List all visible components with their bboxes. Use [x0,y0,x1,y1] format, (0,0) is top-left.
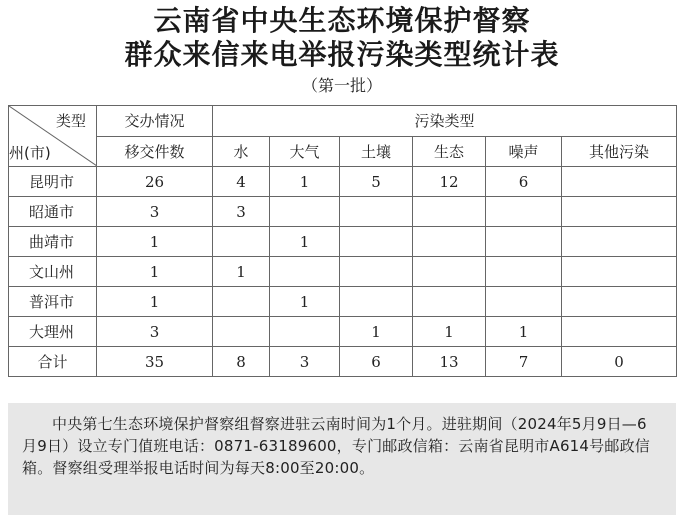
table-cell [486,227,562,257]
table-cell [340,227,413,257]
table-cell: 3 [97,317,213,347]
table-cell: 1 [270,227,340,257]
table-cell [562,317,677,347]
table-cell: 3 [213,197,270,227]
group-header-pollution: 污染类型 [213,106,677,137]
table-cell: 26 [97,167,213,197]
column-header: 大气 [270,136,340,167]
row-label: 合计 [9,347,97,377]
table-cell: 1 [213,257,270,287]
table-cell: 1 [413,317,486,347]
table-cell: 6 [340,347,413,377]
table-cell [270,317,340,347]
column-header: 移交件数 [97,136,213,167]
table-cell [340,197,413,227]
table-row [9,227,677,257]
notice-text: 中央第七生态环境保护督察组督察进驻云南时间为1个月。进驻期间（2024年5月9日—6月9日）设立专门值班电话：0871-63189600，专门邮政信箱：云南省昆明市A614号邮政信箱。督察组受理举报电话时间为每天8:00至20:00。 [22,415,650,477]
table-cell [213,287,270,317]
row-label: 大理州 [9,317,97,347]
batch-subtitle: （第一批） [301,76,382,95]
table-cell [486,197,562,227]
table-cell: 5 [340,167,413,197]
group-header-handling: 交办情况 [97,106,213,137]
table-cell: 1 [97,257,213,287]
corner-label-type: 类型 [55,112,86,130]
column-header: 水 [213,136,270,167]
table-cell [270,257,340,287]
table-cell [213,227,270,257]
corner-header [9,106,97,167]
table-cell [562,167,677,197]
column-header: 土壤 [340,136,413,167]
table-cell: 35 [97,347,213,377]
row-label: 普洱市 [9,287,97,317]
table-row [9,287,677,317]
table-cell: 8 [213,347,270,377]
statistics-table [8,105,677,377]
table-row [9,167,677,197]
row-label: 昭通市 [9,197,97,227]
row-label: 昆明市 [9,167,97,197]
table-cell: 1 [340,317,413,347]
table-cell [413,227,486,257]
table-cell [486,257,562,287]
title-line-1: 云南省中央生态环境保护督察 [153,4,531,37]
title-line-2: 群众来信来电举报污染类型统计表 [124,38,560,71]
column-header: 其他污染 [562,136,677,167]
table-cell: 3 [97,197,213,227]
table-cell: 1 [97,287,213,317]
table-cell [213,317,270,347]
table-row [9,257,677,287]
column-header: 生态 [413,136,486,167]
row-label: 文山州 [9,257,97,287]
table-cell: 1 [486,317,562,347]
table-cell: 0 [562,347,677,377]
corner-label-prefecture: 州(市) [9,144,51,162]
table-cell: 4 [213,167,270,197]
table-cell: 6 [486,167,562,197]
table-cell: 7 [486,347,562,377]
table-cell [486,287,562,317]
table-cell [340,287,413,317]
table-cell [562,257,677,287]
table-cell [413,257,486,287]
table-cell: 1 [97,227,213,257]
table-cell: 13 [413,347,486,377]
row-label: 曲靖市 [9,227,97,257]
table-cell [562,287,677,317]
table-cell [340,257,413,287]
table-cell [562,197,677,227]
table-cell [413,287,486,317]
table-row [9,317,677,347]
total-row [9,347,677,377]
table-cell [413,197,486,227]
header-row-1 [9,106,677,137]
notice-box [8,403,676,515]
table-cell: 12 [413,167,486,197]
table-row [9,197,677,227]
table-cell: 3 [270,347,340,377]
table-cell [270,197,340,227]
table-cell: 1 [270,167,340,197]
table-cell: 1 [270,287,340,317]
header-row-2 [9,136,677,167]
table-cell [562,227,677,257]
column-header: 噪声 [486,136,562,167]
